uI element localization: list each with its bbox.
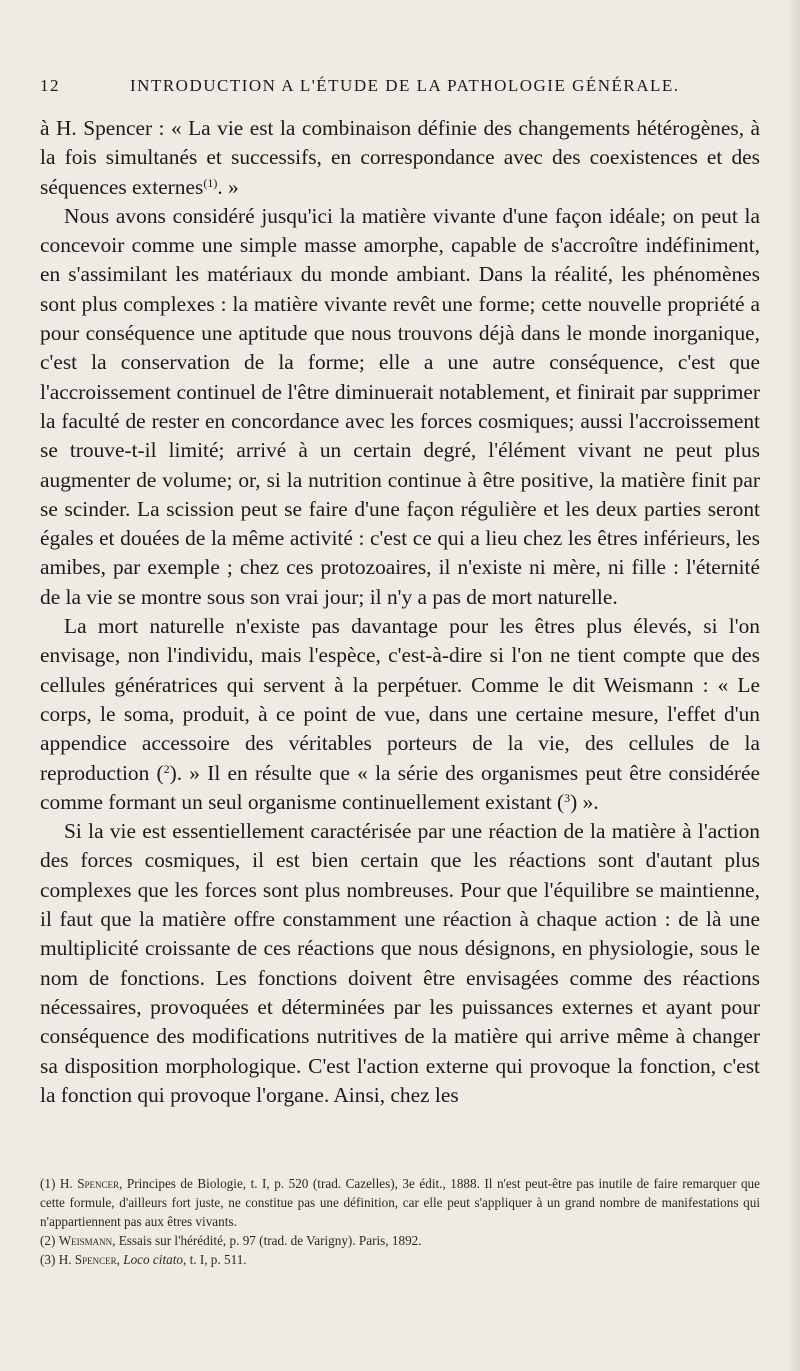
- footnotes: [40, 1174, 760, 1269]
- page-number: 12: [40, 76, 60, 95]
- footnote-author: H. Spencer: [59, 1176, 120, 1191]
- running-title: INTRODUCTION A L'ÉTUDE DE LA PATHOLOGIE GÉNÉRALE.: [130, 76, 680, 95]
- footnote-mark: (2): [40, 1233, 56, 1248]
- paragraph-mid: ). » Il en résulte que « la série des organismes peut être considérée comme formant un seul organisme continuellement existant (: [40, 760, 760, 814]
- footnote-mark: (1): [40, 1176, 56, 1191]
- footnote-ref-1: 1: [207, 175, 214, 190]
- paragraph-1: à H. Spencer : « La vie est la combinaison définie des changements hétérogènes, à la fois simultanés et successifs, en correspondance avec des coexistences et des séquences externes$^{(1)}$. »: [40, 116, 760, 199]
- footnote-italic: Loco citato: [123, 1252, 183, 1267]
- footnote-3: (3) H. Spencer, Loco citato, t. I, p. 511.: [40, 1252, 247, 1267]
- paragraph-tail: ) ».: [570, 789, 599, 814]
- paragraph-text: Nous avons considéré jusqu'ici la matière vivante d'une façon idéale; on peut la concevoir comme une simple masse amorphe, capable de s'accroître indéfiniment, en s'assimilant les matériaux du monde ambiant. Dans la réalité, les phénomènes sont plus complexes : la matière vivante revêt une forme; cette nouvelle propriété a pour conséquence une aptitude que nous trouvons déjà dans le monde inorganique, c'est la conservation de la forme; elle a une autre conséquence, c'est que l'accroissement continuel de l'être diminuerait notablement, et finirait par supprimer la faculté de rester en concordance avec les forces cosmiques; aussi l'accroissement se trouve-t-il limité; arrivé à un certain degré, l'élément vivant ne peut plus augmenter de volume; or, si la nutrition continue à être positive, la matière finit par se scinder. La scission peut se faire d'une façon régulière et les deux parties seront égales et douées de la même activité : c'est ce qui a lieu chez les êtres inférieurs, les amibes, par exemple ; chez ces protozoaires, il n'existe ni mère, ni fille : l'éternité de la vie se montre sous son vrai jour; il n'y a pas de mort naturelle.: [40, 203, 760, 609]
- paragraph-text: La mort naturelle n'existe pas davantage pour les êtres plus élevés, si l'on envisage, non l'individu, mais l'espèce, c'est-à-dire si l'on ne tient compte que des cellules génératrices qui servent à la perpétuer. Comme le dit Weismann : « Le corps, le soma, produit, à ce point de vue, dans une certaine mesure, l'effet d'un appendice accessoire des véritables porteurs de la vie, des cellules de la reproduction (: [40, 614, 760, 785]
- body-text: [40, 114, 760, 1110]
- footnote-text: , t. I, p. 511.: [182, 1252, 247, 1267]
- footnote-1: [40, 1174, 760, 1231]
- running-head: [40, 76, 760, 100]
- footnote-text: , Essais sur l'hérédité, p. 97 (trad. de Varigny). Paris, 1892.: [112, 1233, 422, 1248]
- paragraph-4: [40, 817, 760, 1110]
- footnote-text: , Principes de Biologie, t. I, p. 520 (trad. Cazelles), 3e édit., 1888. Il n'est peut-être pas inutile de faire remarquer que cette formule, d'ailleurs fort juste, ne constitue pas une définition, car elle peut s'appliquer à un grand nombre de manifestations qui n'appartiennent pas aux êtres vivants.: [40, 1176, 761, 1229]
- footnote-author: H. Spencer: [58, 1252, 117, 1267]
- paragraph-text: Si la vie est essentiellement caractérisée par une réaction de la matière à l'action des forces cosmiques, il est bien certain que les réactions sont d'autant plus complexes que les forces sont plus nombreuses. Pour que l'équilibre se maintienne, il faut que la matière offre constamment une réaction à chaque action : de là une multiplicité croissante de ces réactions que nous désignons, en physiologie, sous le nom de fonctions. Les fonctions doivent être envisagées comme des réactions nécessaires, provoquées et déterminées par les puissances externes et ayant pour conséquence des modifications nutritives de la matière qui arrive même à changer sa disposition morphologique. C'est l'action externe qui provoque la fonction, c'est la fonction qui provoque l'organe. Ainsi, chez les: [40, 819, 760, 1107]
- paragraph-text: à H. Spencer : « La vie est la combinaison définie des changements hétérogènes, à la fois simultanés et successifs, en correspondance avec des coexistences et des séquences externes: [40, 116, 760, 199]
- footnote-ref-2: 2: [163, 761, 170, 776]
- footnote-mark: (3): [40, 1252, 56, 1267]
- page-edge: [790, 0, 800, 1371]
- paragraph-2: [40, 202, 760, 612]
- paragraph-3: [40, 612, 760, 817]
- footnote-ref-3: 3: [564, 790, 571, 805]
- footnote-2: [40, 1231, 760, 1250]
- footnote-author: Weismann: [58, 1233, 113, 1248]
- paragraph-tail: . »: [217, 174, 239, 199]
